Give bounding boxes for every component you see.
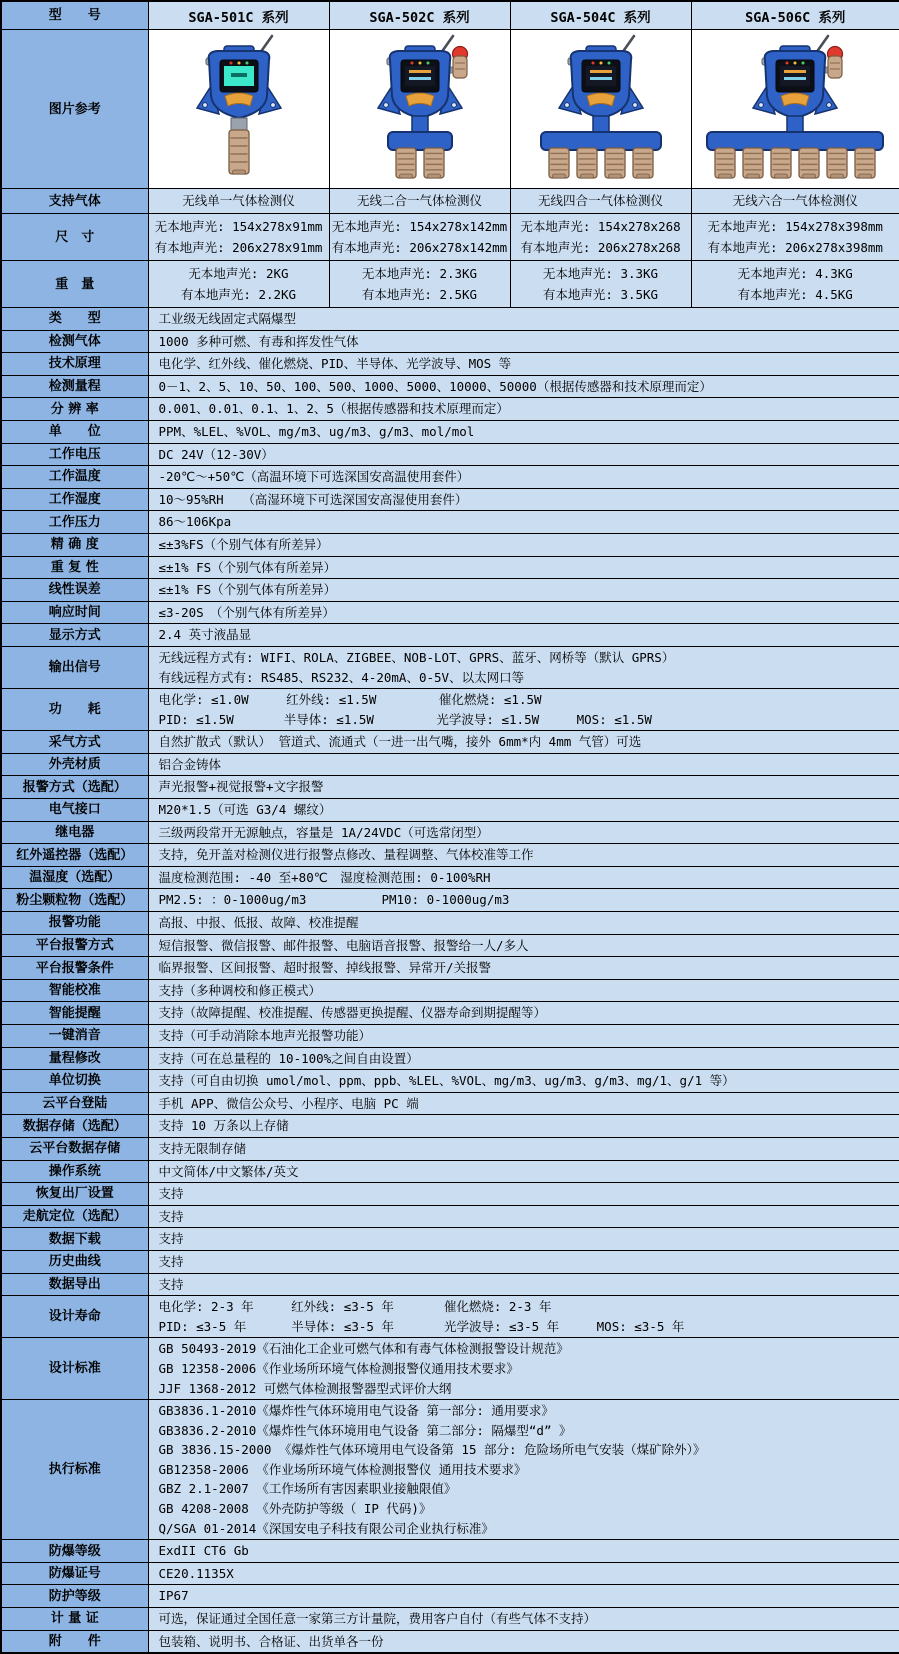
image-row-label: 图片参考	[1, 30, 148, 189]
spec-row	[1, 353, 899, 376]
spec-value	[148, 1228, 899, 1251]
spec-row	[1, 601, 899, 624]
spec-value	[148, 353, 899, 376]
spec-value	[148, 1092, 899, 1115]
spec-value	[148, 511, 899, 534]
spec-value	[148, 533, 899, 556]
spec-line: 支持	[158, 1276, 184, 1292]
spec-row	[1, 189, 899, 214]
spec-value	[148, 443, 899, 466]
spec-line: 支持	[158, 1253, 184, 1269]
row-label: 智能校准	[1, 979, 148, 1002]
spec-cell	[329, 214, 510, 261]
spec-value	[148, 934, 899, 957]
spec-line: 支持（故障提醒、校准提醒、传感器更换提醒、仪器寿命到期提醒等）	[158, 1005, 547, 1021]
spec-line: 支持无限制存储	[158, 1140, 247, 1156]
spec-line: 电化学: 2-3 年 红外线: ≤3-5 年 催化燃烧: 2-3 年	[158, 1299, 552, 1315]
spec-value	[148, 1608, 899, 1631]
spec-row	[1, 330, 899, 353]
spec-cell	[148, 189, 329, 214]
row-label: 数据导出	[1, 1273, 148, 1296]
spec-row	[1, 799, 899, 822]
spec-cell	[148, 261, 329, 308]
spec-line: 支持（多种调校和修正模式）	[158, 982, 322, 998]
row-label: 单位切换	[1, 1070, 148, 1093]
row-label: 采气方式	[1, 731, 148, 754]
spec-value	[148, 398, 899, 421]
spec-row	[1, 1205, 899, 1228]
spec-line: DC 24V（12-30V）	[158, 446, 274, 462]
spec-line: GB 4208-2008 《外壳防护等级（ IP 代码)》	[158, 1501, 432, 1517]
row-label: 操作系统	[1, 1160, 148, 1183]
spec-row	[1, 1540, 899, 1563]
spec-row	[1, 646, 899, 688]
spec-value	[148, 889, 899, 912]
spec-value	[148, 1630, 899, 1653]
spec-line: 无本地声光: 4.3KG	[737, 266, 853, 281]
row-label: 防爆等级	[1, 1540, 148, 1563]
spec-cell	[148, 214, 329, 261]
spec-value	[148, 1047, 899, 1070]
spec-line: 无本地声光: 154x278x398mm	[707, 219, 883, 234]
spec-cell	[691, 261, 899, 308]
spec-line: Q/SGA 01-2014《深国安电子科技有限公司企业执行标准》	[158, 1520, 494, 1536]
spec-line: IP67	[158, 1588, 189, 1604]
spec-cell	[691, 189, 899, 214]
spec-value	[148, 1296, 899, 1338]
spec-row	[1, 753, 899, 776]
header-model-sga-506c: SGA-506C 系列	[691, 1, 899, 30]
spec-line: 0.001、0.01、0.1、1、2、5（根据传感器和技术原理而定）	[158, 401, 509, 417]
header-model-sga-502c: SGA-502C 系列	[329, 1, 510, 30]
row-label: 继电器	[1, 821, 148, 844]
row-label: 类 型	[1, 308, 148, 331]
row-label: 设计寿命	[1, 1296, 148, 1338]
spec-row	[1, 1047, 899, 1070]
product-image-sga-506c	[695, 34, 895, 184]
spec-line: 有本地声光: 206x278x142mm	[331, 240, 508, 255]
row-label: 检测气体	[1, 330, 148, 353]
spec-value	[148, 1400, 899, 1540]
spec-row	[1, 308, 899, 331]
spec-line: 2.4 英寸液晶显	[158, 627, 252, 643]
spec-line: GB 3836.15-2000 《爆炸性气体环境用电气设备第 15 部分: 危险场所电气安装（煤矿除外）》	[158, 1442, 706, 1458]
spec-row	[1, 1608, 899, 1631]
spec-line: 无线二合一气体检测仪	[356, 193, 482, 208]
spec-line: 电化学: ≤1.0W 红外线: ≤1.5W 催化燃烧: ≤1.5W	[158, 692, 542, 708]
spec-line: 支持，免开盖对检测仪进行报警点修改、量程调整、气体校准等工作	[158, 847, 534, 863]
row-label: 防护等级	[1, 1585, 148, 1608]
spec-row	[1, 1025, 899, 1048]
row-label: 报警功能	[1, 912, 148, 935]
row-label: 走航定位（选配）	[1, 1205, 148, 1228]
row-label: 设计标准	[1, 1338, 148, 1400]
spec-value	[148, 646, 899, 688]
spec-row	[1, 957, 899, 980]
spec-cell	[329, 189, 510, 214]
spec-row	[1, 866, 899, 889]
row-label: 粉尘颗粒物（选配）	[1, 889, 148, 912]
spec-row	[1, 214, 899, 261]
spec-line: 有线远程方式有: RS485、RS232、4-20mA、0-5V、以太网口等	[158, 669, 525, 685]
spec-cell	[510, 261, 691, 308]
spec-line: 无本地声光: 154x278x268	[520, 219, 681, 234]
header-model-sga-501c: SGA-501C 系列	[148, 1, 329, 30]
spec-line: 无本地声光: 2KG	[188, 266, 289, 281]
row-label: 工作温度	[1, 466, 148, 489]
header-model-sga-504c: SGA-504C 系列	[510, 1, 691, 30]
spec-line: 无本地声光: 2.3KG	[361, 266, 478, 281]
row-label: 云平台登陆	[1, 1092, 148, 1115]
spec-value	[148, 776, 899, 799]
spec-value	[148, 979, 899, 1002]
spec-row	[1, 731, 899, 754]
spec-row	[1, 533, 899, 556]
spec-row	[1, 689, 899, 731]
spec-value	[148, 466, 899, 489]
spec-cell	[510, 214, 691, 261]
spec-row	[1, 511, 899, 534]
spec-value	[148, 957, 899, 980]
row-label: 电气接口	[1, 799, 148, 822]
spec-row	[1, 443, 899, 466]
spec-row	[1, 398, 899, 421]
spec-line: 三级两段常开无源触点，容量是 1A/24VDC（可选常闭型）	[158, 824, 489, 840]
spec-value	[148, 330, 899, 353]
row-label: 平台报警方式	[1, 934, 148, 957]
spec-value	[148, 1002, 899, 1025]
row-label: 云平台数据存储	[1, 1137, 148, 1160]
spec-value	[148, 799, 899, 822]
spec-value	[148, 753, 899, 776]
spec-value	[148, 1540, 899, 1563]
spec-value	[148, 1183, 899, 1206]
row-label: 温湿度（选配）	[1, 866, 148, 889]
header-model-label: 型 号	[1, 1, 148, 30]
spec-line: PID: ≤1.5W 半导体: ≤1.5W 光学波导: ≤1.5W MOS: ≤1.5W	[158, 711, 652, 727]
spec-row	[1, 1585, 899, 1608]
spec-line: 无线六合一气体检测仪	[732, 193, 858, 208]
spec-value	[148, 731, 899, 754]
spec-line: 有本地声光: 3.5KG	[542, 287, 659, 302]
row-label: 单 位	[1, 420, 148, 443]
spec-value	[148, 844, 899, 867]
spec-row	[1, 1092, 899, 1115]
spec-row	[1, 261, 899, 308]
spec-row	[1, 1400, 899, 1540]
image-cell-1	[148, 30, 329, 189]
spec-value	[148, 1070, 899, 1093]
spec-value	[148, 579, 899, 602]
spec-line: 有本地声光: 206x278x91mm	[154, 240, 323, 255]
header-row	[1, 1, 899, 30]
row-label: 恢复出厂设置	[1, 1183, 148, 1206]
spec-value	[148, 866, 899, 889]
row-label: 计 量 证	[1, 1608, 148, 1631]
spec-value	[148, 1273, 899, 1296]
row-label: 执行标准	[1, 1400, 148, 1540]
spec-value	[148, 912, 899, 935]
spec-line: GBZ 2.1-2007 《工作场所有害因素职业接触限值》	[158, 1481, 457, 1497]
row-label: 数据存储（选配）	[1, 1115, 148, 1138]
spec-line: 10～95%RH （高湿环境下可选深国安高湿使用套件）	[158, 491, 468, 507]
row-label: 尺 寸	[1, 214, 148, 261]
spec-value	[148, 1025, 899, 1048]
spec-line: 无本地声光: 3.3KG	[542, 266, 659, 281]
spec-line: 支持（可自由切换 umol/mol、ppm、ppb、%LEL、%VOL、mg/m3、ug/m3、g/m3、mg/1、g/1 等）	[158, 1073, 735, 1089]
spec-line: 支持	[158, 1231, 184, 1247]
spec-value	[148, 556, 899, 579]
row-label: 分 辨 率	[1, 398, 148, 421]
spec-value	[148, 420, 899, 443]
spec-value	[148, 308, 899, 331]
spec-row	[1, 979, 899, 1002]
row-label: 显示方式	[1, 624, 148, 647]
row-label: 工作压力	[1, 511, 148, 534]
row-label: 精 确 度	[1, 533, 148, 556]
spec-line: PID: ≤3-5 年 半导体: ≤3-5 年 光学波导: ≤3-5 年 MOS: ≤3-5 年	[158, 1318, 685, 1334]
spec-line: 无线单一气体检测仪	[182, 193, 295, 208]
image-cell-2	[329, 30, 510, 189]
spec-cell	[329, 261, 510, 308]
spec-value	[148, 1585, 899, 1608]
spec-value	[148, 375, 899, 398]
spec-line: PPM、%LEL、%VOL、mg/m3、ug/m3、g/m3、mol/mol	[158, 423, 475, 439]
spec-row	[1, 375, 899, 398]
spec-line: 支持（可在总量程的 10-100%之间自由设置）	[158, 1050, 419, 1066]
spec-row	[1, 776, 899, 799]
spec-line: 支持（可手动消除本地声光报警功能）	[158, 1028, 372, 1043]
spec-value	[148, 1137, 899, 1160]
spec-line: 有本地声光: 4.5KG	[737, 287, 853, 302]
spec-line: 包装箱、说明书、合格证、出货单各一份	[158, 1633, 384, 1649]
spec-line: 自然扩散式（默认） 管道式、流通式（一进一出气嘴，接外 6mm*内 4mm 气管）可选	[158, 734, 642, 750]
spec-line: 无线远程方式有: WIFI、ROLA、ZIGBEE、NOB-LOT、GPRS、蓝牙、网桥等（默认 GPRS）	[158, 649, 675, 665]
row-label: 报警方式（选配）	[1, 776, 148, 799]
row-label: 支持气体	[1, 189, 148, 214]
spec-line: 0－1、2、5、10、50、100、500、1000、5000、10000、50000（根据传感器和技术原理而定）	[158, 378, 712, 394]
spec-row	[1, 844, 899, 867]
row-label: 线性误差	[1, 579, 148, 602]
spec-line: 有本地声光: 2.2KG	[180, 287, 297, 302]
spec-line: 有本地声光: 206x278x398mm	[707, 240, 883, 255]
spec-value	[148, 1160, 899, 1183]
row-label: 智能提醒	[1, 1002, 148, 1025]
spec-line: 有本地声光: 206x278x268	[520, 240, 681, 255]
spec-value	[148, 624, 899, 647]
spec-value	[148, 1338, 899, 1400]
row-label: 平台报警条件	[1, 957, 148, 980]
spec-value	[148, 821, 899, 844]
spec-line: 可选，保证通过全国任意一家第三方计量院，费用客户自付（有些气体不支持）	[158, 1611, 597, 1627]
spec-row	[1, 1070, 899, 1093]
spec-line: GB 12358-2006《作业场所环境气体检测报警仪通用技术要求》	[158, 1360, 519, 1376]
row-label: 检测量程	[1, 375, 148, 398]
spec-line: 86～106Kpa	[158, 514, 232, 530]
spec-row	[1, 1228, 899, 1251]
spec-line: 1000 多种可燃、有毒和挥发性气体	[158, 333, 359, 349]
spec-row	[1, 889, 899, 912]
spec-line: 无线四合一气体检测仪	[537, 193, 663, 208]
spec-line: 无本地声光: 154x278x142mm	[331, 219, 508, 234]
spec-row	[1, 556, 899, 579]
spec-line: 临界报警、区间报警、超时报警、掉线报警、异常开/关报警	[158, 960, 492, 976]
spec-value	[148, 1205, 899, 1228]
spec-line: JJF 1368-2012 可燃气体检测报警器型式评价大纲	[158, 1380, 452, 1396]
spec-row	[1, 1630, 899, 1653]
spec-line: ≤±3%FS（个别气体有所差异）	[158, 536, 329, 552]
spec-row	[1, 912, 899, 935]
row-label: 工作电压	[1, 443, 148, 466]
image-row	[1, 30, 899, 189]
spec-line: GB3836.1-2010《爆炸性气体环境用电气设备 第一部分: 通用要求》	[158, 1403, 554, 1419]
row-label: 重 量	[1, 261, 148, 308]
spec-line: GB3836.2-2010《爆炸性气体环境用电气设备 第二部分: 隔爆型“d” 》	[158, 1422, 572, 1438]
spec-line: -20℃～+50℃（高温环境下可选深国安高温使用套件）	[158, 469, 470, 485]
spec-value	[148, 488, 899, 511]
spec-row	[1, 466, 899, 489]
image-cell-3	[510, 30, 691, 189]
spec-row	[1, 1273, 899, 1296]
spec-row	[1, 1115, 899, 1138]
spec-row	[1, 1338, 899, 1400]
spec-line: ExdII CT6 Gb	[158, 1543, 249, 1559]
spec-row	[1, 1137, 899, 1160]
spec-line: 短信报警、微信报警、邮件报警、电脑语音报警、报警给一人/多人	[158, 937, 529, 953]
spec-line: ≤±1% FS（个别气体有所差异）	[158, 559, 337, 575]
spec-line: GB 50493-2019《石油化工企业可燃气体和有毒气体检测报警设计规范》	[158, 1341, 569, 1357]
spec-line: 高报、中报、低报、故障、校准提醒	[158, 915, 359, 931]
spec-row	[1, 1250, 899, 1273]
row-label: 红外遥控器（选配）	[1, 844, 148, 867]
spec-value	[148, 601, 899, 624]
spec-line: M20*1.5（可选 G3/4 螺纹）	[158, 802, 332, 818]
spec-row	[1, 488, 899, 511]
spec-row	[1, 1160, 899, 1183]
spec-line: 支持 10 万条以上存储	[158, 1118, 289, 1134]
spec-row	[1, 1183, 899, 1206]
spec-value	[148, 1562, 899, 1585]
spec-line: 无本地声光: 154x278x91mm	[154, 219, 323, 234]
spec-cell	[691, 214, 899, 261]
spec-line: ≤±1% FS（个别气体有所差异）	[158, 582, 337, 598]
row-label: 输出信号	[1, 646, 148, 688]
row-label: 外壳材质	[1, 753, 148, 776]
row-label: 防爆证号	[1, 1562, 148, 1585]
row-label: 技术原理	[1, 353, 148, 376]
spec-line: CE20.1135X	[158, 1565, 234, 1581]
product-image-sga-501c	[183, 34, 295, 184]
image-cell-4	[691, 30, 899, 189]
spec-value	[148, 1250, 899, 1273]
spec-cell	[510, 189, 691, 214]
spec-row	[1, 624, 899, 647]
spec-row	[1, 934, 899, 957]
row-label: 一键消音	[1, 1025, 148, 1048]
spec-line: 有本地声光: 2.5KG	[361, 287, 478, 302]
row-label: 历史曲线	[1, 1250, 148, 1273]
product-image-sga-502c	[364, 34, 476, 184]
spec-row	[1, 1296, 899, 1338]
spec-line: 温度检测范围: -40 至+80℃ 湿度检测范围: 0-100%RH	[158, 869, 491, 885]
spec-row	[1, 420, 899, 443]
spec-line: ≤3-20S （个别气体有所差异）	[158, 604, 335, 620]
spec-line: 工业级无线固定式隔爆型	[158, 311, 297, 326]
row-label: 量程修改	[1, 1047, 148, 1070]
row-label: 工作湿度	[1, 488, 148, 511]
spec-row	[1, 821, 899, 844]
spec-line: 支持	[158, 1186, 184, 1202]
spec-row	[1, 1002, 899, 1025]
spec-line: 电化学、红外线、催化燃烧、PID、半导体、光学波导、MOS 等	[158, 356, 512, 372]
spec-line: 手机 APP、微信公众号、小程序、电脑 PC 端	[158, 1095, 419, 1111]
spec-value	[148, 1115, 899, 1138]
spec-line: 支持	[158, 1208, 184, 1224]
row-label: 重 复 性	[1, 556, 148, 579]
spec-line: GB12358-2006 《作业场所环境气体检测报警仪 通用技术要求》	[158, 1461, 527, 1477]
row-label: 功 耗	[1, 689, 148, 731]
row-label: 数据下载	[1, 1228, 148, 1251]
spec-row	[1, 1562, 899, 1585]
spec-line: 中文简体/中文繁体/英文	[158, 1163, 299, 1179]
spec-line: 声光报警+视觉报警+文字报警	[158, 779, 324, 795]
spec-line: 铝合金铸体	[158, 756, 222, 772]
spec-row	[1, 579, 899, 602]
spec-value	[148, 689, 899, 731]
row-label: 响应时间	[1, 601, 148, 624]
row-label: 附 件	[1, 1630, 148, 1653]
product-image-sga-504c	[529, 34, 673, 184]
spec-line: PM2.5: ：0-1000ug/m3 PM10: 0-1000ug/m3	[158, 892, 510, 908]
